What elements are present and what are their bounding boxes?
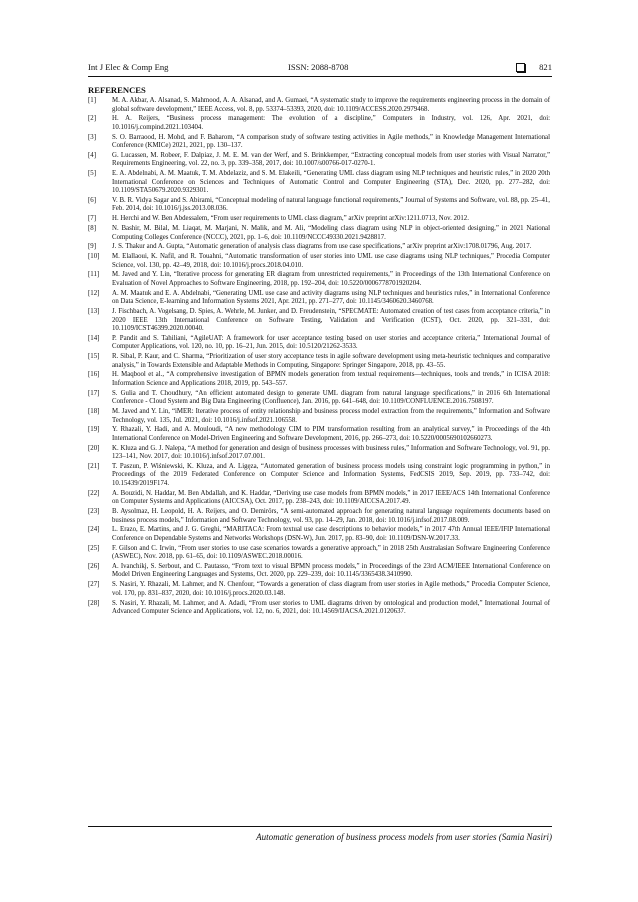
reference-text: A. Bouzidi, N. Haddar, M. Ben Abdallah, and K. Haddar, “Deriving use case models from BPMN models,” in 2017 IEEE/ACS 14th International Conference on Computer Systems and Applications (AICCSA), Oct. 2017, pp. 238–243, doi: 10.1109/AICCSA.2017.49.	[112, 489, 550, 506]
reference-number: [27]	[88, 581, 100, 589]
reference-number: [16]	[88, 371, 100, 379]
reference-number: [19]	[88, 426, 100, 434]
reference-item	[88, 197, 550, 214]
reference-item	[88, 271, 550, 288]
reference-text: S. O. Barraood, H. Mohd, and F. Baharom, “A comparison study of software testing activities in Agile methods,” in Knowledge Management International Conference (KMICe) 2021, 2021, pp. 130–137.	[112, 133, 550, 150]
reference-text: M. Javed and Y. Lin, “iMER: Iterative process of entity relationship and business process model extraction from the requirements,” Information and Software Technology, vol. 135, Jul. 2021, doi: 10.1016/j.infsof.2021.106558.	[112, 408, 550, 424]
reference-number: [23]	[88, 508, 100, 516]
reference-text: H. Herchi and W. Ben Abdessalem, “From user requirements to UML class diagram,” arXiv preprint arXiv:1211.0713, Nov. 2012.	[112, 215, 469, 223]
reference-number: [24]	[88, 526, 100, 534]
reference-text: S. Nasiri, Y. Rhazali, M. Lahmer, and A. Adadi, “From user stories to UML diagrams driven by ontological and production model,” International Journal of Advanced Computer Science and Applications, vol. 12, no. 6, 2021, doi: 10.14569/IJACSA.2021.0120637.	[112, 599, 550, 616]
header-right	[516, 60, 552, 74]
reference-item	[88, 225, 550, 242]
reference-number: [7]	[88, 215, 96, 223]
reference-text: T. Paszun, P. Wiśniewski, K. Kluza, and A. Ligęza, “Automated generation of business process models using constraint logic programming in python,” in Proceedings of the 2019 Federated Conference on Computer Science and Information Systems, FedCSIS 2019, Sep. 2019, pp. 733–742, doi: 10.15439/2019F174.	[112, 462, 550, 487]
reference-text: S. Gulia and T. Choudhury, “An efficient automated design to generate UML diagram from natural language specifications,” in 2016 6th International Conference - Cloud System and Big Data Engineering (Confluence), Jan. 2016, pp. 641–648, doi: 10.1109/CONFLUENCE.2016.7508197.	[112, 389, 550, 406]
reference-item	[88, 290, 550, 307]
reference-item	[88, 243, 550, 252]
reference-item	[88, 308, 550, 334]
reference-number: [25]	[88, 544, 100, 552]
reference-item	[88, 253, 550, 270]
reference-item	[88, 490, 550, 507]
reference-item	[88, 152, 550, 169]
reference-text: J. Fischbach, A. Vogelsang, D. Spies, A. Wehrle, M. Junker, and D. Freudenstein, “SPECMATE: Automated creation of test cases from acceptance criteria,” in 2020 IEEE 13th International Conference on Software Testing, Validation and Verification (ICST), Oct. 2020, pp. 321–331, doi: 10.1109/ICST46399.2020.00040.	[112, 308, 550, 333]
reference-number: [1]	[88, 97, 96, 104]
reference-text: A. M. Maatuk and E. A. Abdelnabi, “Generating UML use case and activity diagrams using NLP techniques and heuristics rules,” in International Conference on Data Science, E-learning and Information Systems 2021, Apr. 2021, pp. 271–277, doi: 10.1145/3460620.3460768.	[112, 289, 550, 306]
reference-number: [12]	[88, 289, 100, 297]
reference-number: [8]	[88, 225, 96, 233]
reference-text: E. A. Abdelnabi, A. M. Maatuk, T. M. Abdelaziz, and S. M. Elakeili, “Generating UML class diagram using NLP techniques and heuristic rules,” in 2020 20th International Conference on Sciences and Techniques of Automatic Control and Computer Engineering (STA), Dec. 2020, pp. 277–282, doi: 10.1109/STA50679.2020.9329301.	[112, 170, 550, 195]
page-number: 821	[539, 62, 552, 72]
reference-number: [13]	[88, 308, 100, 316]
header-rule	[88, 76, 552, 77]
reference-item	[88, 600, 550, 617]
reference-text: Y. Rhazali, Y. Hadi, and A. Mouloudi, “A new methodology CIM to PIM transformation resulting from an analytical survey,” in Proceedings of the 4th International Conference on Model-Driven Engineering and Software Development, 2016, pp. 266–273, doi: 10.5220/0005690102660273.	[112, 426, 550, 442]
reference-list	[88, 97, 550, 618]
reference-text: S. Nasiri, Y. Rhazali, M. Lahmer, and N. Chenfour, “Towards a generation of class diagram from user stories in Agile methods,” Procedia Computer Science, vol. 170, pp. 831–837, 2020, doi: 10.1016/j.procs.2020.03.148.	[112, 581, 550, 597]
reference-number: [11]	[88, 271, 100, 279]
reference-item	[88, 215, 550, 224]
reference-text: M. Javed and Y. Lin, “Iterative process for generating ER diagram from unrestricted requirements,” in Proceedings of the 13th International Conference on Evaluation of Novel Approaches to Software Engineering, 2018, pp. 192–204, doi: 10.5220/0006778701920204.	[112, 271, 550, 287]
reference-item	[88, 115, 550, 132]
issn: ISSN: 2088-8708	[288, 62, 349, 72]
reference-item	[88, 526, 550, 543]
reference-number: [14]	[88, 334, 100, 342]
reference-number: [10]	[88, 253, 100, 261]
section-title: REFERENCES	[88, 85, 146, 95]
reference-text: G. Lucassen, M. Robeer, F. Dalpiaz, J. M. E. M. van der Werf, and S. Brinkkemper, “Extracting conceptual models from user stories with Visual Narrator,” Requirements Engineering, vol. 22, no. 3, pp. 339–358, 2017, doi: 10.1007/s00766-017-0270-1.	[112, 151, 550, 168]
reference-item	[88, 563, 550, 580]
reference-text: M. Elallaoui, K. Nafil, and R. Touahni, “Automatic transformation of user stories into UML use case diagrams using NLP techniques,” Procedia Computer Science, vol. 130, pp. 42–49, 2018, doi: 10.1016/j.procs.2018.04.010.	[112, 253, 550, 269]
running-header	[88, 60, 552, 74]
reference-text: F. Gilson and C. Irwin, “From user stories to use case scenarios towards a generative approach,” in 2018 25th Australasian Software Engineering Conference (ASWEC), Nov. 2018, pp. 61–65, doi: 10.1109/ASWEC.2018.00016.	[112, 544, 550, 561]
reference-number: [17]	[88, 389, 100, 397]
reference-number: [15]	[88, 353, 100, 361]
reference-number: [3]	[88, 133, 96, 141]
reference-text: L. Erazo, E. Martins, and J. G. Greghi, “MARITACA: From textual use case descriptions to behavior models,” in 2017 47th Annual IEEE/IFIP International Conference on Dependable Systems and Networks Workshops (DSN-W), Jun. 2017, pp. 83–90, doi: 10.1109/DSN-W.2017.33.	[112, 526, 550, 542]
reference-text: H. A. Reijers, “Business process management: The evolution of a discipline,” Computers in Industry, vol. 126, Apr. 2021, doi: 10.1016/j.compind.2021.103404.	[112, 115, 550, 131]
reference-number: [28]	[88, 599, 100, 607]
reference-number: [5]	[88, 170, 96, 178]
reference-item	[88, 353, 550, 370]
reference-number: [9]	[88, 243, 96, 251]
reference-text: A. Ivanchikj, S. Serbout, and C. Pautasso, “From text to visual BPMN process models,” in Proceedings of the 23rd ACM/IEEE International Conference on Model Driven Engineering Languages and Systems, Oct. 2020, pp. 229–239, doi: 10.1145/3365438.3410990.	[112, 562, 550, 579]
reference-text: J. S. Thakur and A. Gupta, “Automatic generation of analysis class diagrams from use case specifications,” arXiv preprint arXiv:1708.01796, Aug. 2017.	[112, 243, 532, 251]
reference-item	[88, 170, 550, 196]
reference-number: [6]	[88, 196, 96, 204]
reference-item	[88, 508, 550, 525]
journal-name: Int J Elec & Comp Eng	[88, 62, 169, 72]
reference-item	[88, 371, 550, 388]
reference-number: [22]	[88, 489, 100, 497]
reference-item	[88, 581, 550, 598]
reference-item	[88, 445, 550, 462]
reference-text: K. Kluza and G. J. Nalepa, “A method for generation and design of business processes with business rules,” Information and Software Technology, vol. 91, pp. 123–141, Nov. 2017, doi: 10.1016/j.infsof.2017.07.001.	[112, 444, 550, 461]
reference-item	[88, 390, 550, 407]
reference-number: [21]	[88, 462, 100, 470]
reference-text: N. Bashir, M. Bilal, M. Liaqat, M. Marjani, N. Malik, and M. Ali, “Modeling class diagram using NLP in object-oriented designing,” in 2021 National Computing Colleges Conference (NCCC), 2021, pp. 1–6, doi: 10.1109/NCCC49330.2021.9428817.	[112, 225, 550, 241]
reference-text: H. Maqbool et al., “A comprehensive investigation of BPMN models generation from textual requirements—techniques, tools and trends,” in ICISA 2018: Information Science and Applications 2018, 2019, pp. 543–557.	[112, 371, 550, 387]
footer-rule	[88, 826, 552, 827]
reference-number: [4]	[88, 151, 96, 159]
reference-item	[88, 134, 550, 151]
reference-item	[88, 335, 550, 352]
square-icon	[516, 63, 525, 72]
reference-item	[88, 408, 550, 425]
reference-item	[88, 97, 550, 114]
reference-number: [18]	[88, 408, 100, 416]
reference-text: V. B. R. Vidya Sagar and S. Abirami, “Conceptual modeling of natural language functional requirements,” Journal of Systems and Software, vol. 88, pp. 25–41, Feb. 2014, doi: 10.1016/j.jss.2013.08.036.	[112, 196, 551, 213]
reference-item	[88, 545, 550, 562]
reference-item	[88, 426, 550, 443]
reference-text: P. Pandit and S. Tahiliani, “AgileUAT: A framework for user acceptance testing based on user stories and acceptance criteria,” International Journal of Computer Applications, vol. 120, no. 10, pp. 16–21, Jun. 2015, doi: 10.5120/21262-3533.	[112, 334, 550, 351]
reference-number: [20]	[88, 444, 100, 452]
reference-number: [26]	[88, 562, 100, 570]
reference-text: B. Aysolmaz, H. Leopold, H. A. Reijers, and O. Demirörs, “A semi-automated approach for generating natural language requirements documents based on business process models,” Information and Software Technology, vol. 93, pp. 14–29, Jan. 2018, doi: 10.1016/j.infsof.2017.08.009.	[112, 508, 550, 524]
footer-title: Automatic generation of business process models from user stories (Samia Nasiri)	[256, 832, 552, 842]
reference-number: [2]	[88, 115, 96, 123]
reference-item	[88, 463, 550, 489]
reference-text: R. Sibal, P. Kaur, and C. Sharma, “Prioritization of user story acceptance tests in agile software development using meta-heuristic techniques and comparative analysis,” in Towards Extensible and Adaptable Methods in Computing, Singapore: Springer Singapore, 2018, pp. 43–55.	[112, 353, 550, 369]
reference-text: M. A. Akbar, A. Alsanad, S. Mahmood, A. A. Alsanad, and A. Gumaei, “A systematic study to improve the requirements engineering process in the domain of global software development,” IEEE Access, vol. 8, pp. 53374–53393, 2020, doi: 10.1109/ACCESS.2020.2979468.	[112, 97, 550, 113]
